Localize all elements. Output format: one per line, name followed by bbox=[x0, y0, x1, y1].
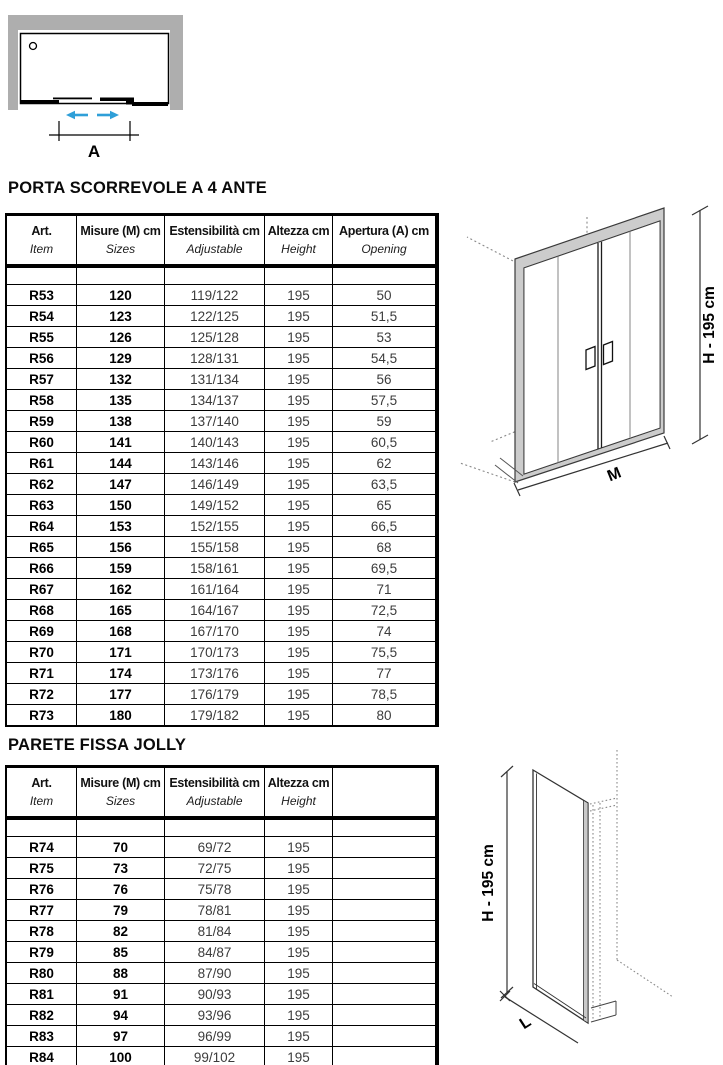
cell: 71 bbox=[333, 579, 438, 600]
cell: 195 bbox=[265, 327, 333, 348]
cell: 195 bbox=[265, 495, 333, 516]
sliding-door-3d-diagram bbox=[440, 195, 723, 510]
cell: 195 bbox=[265, 600, 333, 621]
cell: 50 bbox=[333, 285, 438, 306]
glass-panel bbox=[533, 770, 588, 1023]
column-header bbox=[333, 767, 438, 819]
cell: R79 bbox=[6, 942, 77, 963]
cell: 57,5 bbox=[333, 390, 438, 411]
cell: 138 bbox=[77, 411, 165, 432]
table-header bbox=[6, 767, 437, 819]
cell: 62 bbox=[333, 453, 438, 474]
spacer-row bbox=[6, 266, 437, 285]
cell: 159 bbox=[77, 558, 165, 579]
height-dimension-label: H - 195 cm bbox=[701, 286, 718, 364]
cell: 180 bbox=[77, 705, 165, 727]
cell: 122/125 bbox=[165, 306, 265, 327]
wall-bracket-lines bbox=[591, 1001, 616, 1022]
cell: 195 bbox=[265, 705, 333, 727]
cell: 195 bbox=[265, 432, 333, 453]
cell: 99/102 bbox=[165, 1047, 265, 1065]
cell: R67 bbox=[6, 579, 77, 600]
cell: 128/131 bbox=[165, 348, 265, 369]
cell: R68 bbox=[6, 600, 77, 621]
cell bbox=[333, 1005, 438, 1026]
cell bbox=[333, 963, 438, 984]
cell: 120 bbox=[77, 285, 165, 306]
cell: 195 bbox=[265, 942, 333, 963]
cell: 125/128 bbox=[165, 327, 265, 348]
cell: R59 bbox=[6, 411, 77, 432]
cell: 59 bbox=[333, 411, 438, 432]
cell: 134/137 bbox=[165, 390, 265, 411]
table-row bbox=[6, 474, 437, 495]
cell: 97 bbox=[77, 1026, 165, 1047]
table-row bbox=[6, 663, 437, 684]
cell: 195 bbox=[265, 837, 333, 858]
fixed-panel-3d-diagram bbox=[455, 748, 723, 1065]
cell: 195 bbox=[265, 474, 333, 495]
cell: 170/173 bbox=[165, 642, 265, 663]
cell: R61 bbox=[6, 453, 77, 474]
cell: 158/161 bbox=[165, 558, 265, 579]
cell: 100 bbox=[77, 1047, 165, 1065]
cell: 91 bbox=[77, 984, 165, 1005]
cell: 135 bbox=[77, 390, 165, 411]
height-dimension bbox=[501, 766, 513, 998]
cell: 195 bbox=[265, 348, 333, 369]
shower-tray bbox=[21, 34, 169, 104]
column-header: Altezza cm Height bbox=[265, 767, 333, 819]
cell: 195 bbox=[265, 879, 333, 900]
cell: 195 bbox=[265, 411, 333, 432]
height-dimension-label: H - 195 cm bbox=[480, 844, 497, 922]
cell: 72/75 bbox=[165, 858, 265, 879]
cell: R83 bbox=[6, 1026, 77, 1047]
cell: R75 bbox=[6, 858, 77, 879]
cell: 74 bbox=[333, 621, 438, 642]
cell bbox=[333, 858, 438, 879]
table-row bbox=[6, 684, 437, 705]
table-row bbox=[6, 879, 437, 900]
cell: 65 bbox=[333, 495, 438, 516]
cell: 143/146 bbox=[165, 453, 265, 474]
cell: 88 bbox=[77, 963, 165, 984]
cell: 147 bbox=[77, 474, 165, 495]
cell: 156 bbox=[77, 537, 165, 558]
cell: 195 bbox=[265, 306, 333, 327]
cell: 60,5 bbox=[333, 432, 438, 453]
cell: 171 bbox=[77, 642, 165, 663]
cell: 68 bbox=[333, 537, 438, 558]
table-row bbox=[6, 1047, 437, 1065]
cell bbox=[333, 984, 438, 1005]
cell: 195 bbox=[265, 858, 333, 879]
cell: 78/81 bbox=[165, 900, 265, 921]
column-header: Art. Item bbox=[6, 215, 77, 267]
cell: R81 bbox=[6, 984, 77, 1005]
cell: 85 bbox=[77, 942, 165, 963]
column-header: Art. Item bbox=[6, 767, 77, 819]
width-dimension-label: M bbox=[604, 464, 624, 486]
top-view-plan-diagram bbox=[0, 3, 210, 168]
cell: R84 bbox=[6, 1047, 77, 1065]
cell: 96/99 bbox=[165, 1026, 265, 1047]
table-row bbox=[6, 537, 437, 558]
cell: 78,5 bbox=[333, 684, 438, 705]
cell: R80 bbox=[6, 963, 77, 984]
cell: 140/143 bbox=[165, 432, 265, 453]
cell: 126 bbox=[77, 327, 165, 348]
cell bbox=[333, 879, 438, 900]
cell: 195 bbox=[265, 558, 333, 579]
sliding-door-section-title: PORTA SCORREVOLE A 4 ANTE bbox=[8, 179, 267, 197]
table-header bbox=[6, 215, 437, 267]
sliding-door-spec-table bbox=[5, 213, 439, 727]
cell: 174 bbox=[77, 663, 165, 684]
table-row bbox=[6, 516, 437, 537]
cell: 119/122 bbox=[165, 285, 265, 306]
cell: 167/170 bbox=[165, 621, 265, 642]
cell: 123 bbox=[77, 306, 165, 327]
cell: 195 bbox=[265, 621, 333, 642]
cell: R55 bbox=[6, 327, 77, 348]
cell: 177 bbox=[77, 684, 165, 705]
opening-dimension-label: A bbox=[87, 142, 101, 161]
cell: 155/158 bbox=[165, 537, 265, 558]
cell: R62 bbox=[6, 474, 77, 495]
table-row bbox=[6, 621, 437, 642]
table-row bbox=[6, 984, 437, 1005]
cell: 150 bbox=[77, 495, 165, 516]
cell: 56 bbox=[333, 369, 438, 390]
cell: R77 bbox=[6, 900, 77, 921]
cell bbox=[333, 942, 438, 963]
cell bbox=[333, 1026, 438, 1047]
table-row bbox=[6, 1026, 437, 1047]
cell: 53 bbox=[333, 327, 438, 348]
cell: 195 bbox=[265, 516, 333, 537]
table-body bbox=[6, 818, 437, 1065]
column-header: Estensibilità cm Adjustable bbox=[165, 215, 265, 267]
cell: 195 bbox=[265, 1005, 333, 1026]
depth-dimension-label: L bbox=[516, 1013, 535, 1034]
cell: R58 bbox=[6, 390, 77, 411]
cell: 153 bbox=[77, 516, 165, 537]
cell: 179/182 bbox=[165, 705, 265, 727]
cell: 82 bbox=[77, 921, 165, 942]
cell: 51,5 bbox=[333, 306, 438, 327]
cell: 168 bbox=[77, 621, 165, 642]
cell: 87/90 bbox=[165, 963, 265, 984]
cell: R74 bbox=[6, 837, 77, 858]
cell: R82 bbox=[6, 1005, 77, 1026]
cell: R54 bbox=[6, 306, 77, 327]
cell: 75,5 bbox=[333, 642, 438, 663]
cell: 137/140 bbox=[165, 411, 265, 432]
table-row bbox=[6, 600, 437, 621]
cell: R70 bbox=[6, 642, 77, 663]
cell: 195 bbox=[265, 453, 333, 474]
cell: 162 bbox=[77, 579, 165, 600]
cell: 144 bbox=[77, 453, 165, 474]
cell: R57 bbox=[6, 369, 77, 390]
cell: 195 bbox=[265, 684, 333, 705]
slide-direction-arrows bbox=[66, 111, 119, 119]
table-row bbox=[6, 900, 437, 921]
spacer-row bbox=[6, 818, 437, 837]
cell: 77 bbox=[333, 663, 438, 684]
cell bbox=[333, 900, 438, 921]
cell: 129 bbox=[77, 348, 165, 369]
cell: 164/167 bbox=[165, 600, 265, 621]
column-header: Estensibilità cm Adjustable bbox=[165, 767, 265, 819]
cell: 72,5 bbox=[333, 600, 438, 621]
table-row bbox=[6, 963, 437, 984]
cell: 63,5 bbox=[333, 474, 438, 495]
table-row bbox=[6, 306, 437, 327]
cell: R63 bbox=[6, 495, 77, 516]
cell: 131/134 bbox=[165, 369, 265, 390]
table-row bbox=[6, 579, 437, 600]
cell: R60 bbox=[6, 432, 77, 453]
table-row bbox=[6, 558, 437, 579]
cell: 152/155 bbox=[165, 516, 265, 537]
cell: R73 bbox=[6, 705, 77, 727]
cell: 195 bbox=[265, 537, 333, 558]
table-row bbox=[6, 432, 437, 453]
construction-lines bbox=[590, 750, 673, 1020]
cell: R71 bbox=[6, 663, 77, 684]
cell: 195 bbox=[265, 663, 333, 684]
fixed-panel-section-title: PARETE FISSA JOLLY bbox=[8, 736, 187, 754]
cell: 146/149 bbox=[165, 474, 265, 495]
cell: 66,5 bbox=[333, 516, 438, 537]
cell: 81/84 bbox=[165, 921, 265, 942]
cell: 79 bbox=[77, 900, 165, 921]
table-row bbox=[6, 348, 437, 369]
cell: 195 bbox=[265, 642, 333, 663]
table-row bbox=[6, 642, 437, 663]
cell: 76 bbox=[77, 879, 165, 900]
cell: 161/164 bbox=[165, 579, 265, 600]
drain-icon bbox=[30, 43, 37, 50]
table-row bbox=[6, 285, 437, 306]
cell: R66 bbox=[6, 558, 77, 579]
cell: 84/87 bbox=[165, 942, 265, 963]
cell: 195 bbox=[265, 285, 333, 306]
cell: 94 bbox=[77, 1005, 165, 1026]
fixed-panel-spec-table bbox=[5, 765, 439, 1065]
cell: 195 bbox=[265, 579, 333, 600]
table-row bbox=[6, 942, 437, 963]
cell: R53 bbox=[6, 285, 77, 306]
cell: 195 bbox=[265, 900, 333, 921]
cell: 149/152 bbox=[165, 495, 265, 516]
cell: 93/96 bbox=[165, 1005, 265, 1026]
table-row bbox=[6, 495, 437, 516]
cell: 195 bbox=[265, 369, 333, 390]
cell: 195 bbox=[265, 921, 333, 942]
cell: R69 bbox=[6, 621, 77, 642]
opening-dimension bbox=[49, 121, 139, 141]
table-row bbox=[6, 390, 437, 411]
cell bbox=[333, 837, 438, 858]
cell: 75/78 bbox=[165, 879, 265, 900]
column-header: Altezza cm Height bbox=[265, 215, 333, 267]
cell: R65 bbox=[6, 537, 77, 558]
cell: R76 bbox=[6, 879, 77, 900]
table-body bbox=[6, 266, 437, 726]
cell bbox=[333, 1047, 438, 1065]
column-header: Apertura (A) cm Opening bbox=[333, 215, 438, 267]
panel-profile bbox=[584, 800, 589, 1023]
cell: 195 bbox=[265, 390, 333, 411]
cell bbox=[333, 921, 438, 942]
cell: R72 bbox=[6, 684, 77, 705]
table-row bbox=[6, 921, 437, 942]
cell: 69,5 bbox=[333, 558, 438, 579]
cell: 69/72 bbox=[165, 837, 265, 858]
cell: 141 bbox=[77, 432, 165, 453]
cell: 195 bbox=[265, 1026, 333, 1047]
table-row bbox=[6, 837, 437, 858]
table-row bbox=[6, 1005, 437, 1026]
table-row bbox=[6, 705, 437, 727]
cell: 176/179 bbox=[165, 684, 265, 705]
column-header: Misure (M) cm Sizes bbox=[77, 215, 165, 267]
cell: R56 bbox=[6, 348, 77, 369]
table-row bbox=[6, 453, 437, 474]
cell: 165 bbox=[77, 600, 165, 621]
table-row bbox=[6, 411, 437, 432]
cell: R64 bbox=[6, 516, 77, 537]
cell: 195 bbox=[265, 963, 333, 984]
cell: 73 bbox=[77, 858, 165, 879]
cell: 90/93 bbox=[165, 984, 265, 1005]
cell: 54,5 bbox=[333, 348, 438, 369]
table-row bbox=[6, 327, 437, 348]
cell: 70 bbox=[77, 837, 165, 858]
cell: 173/176 bbox=[165, 663, 265, 684]
column-header: Misure (M) cm Sizes bbox=[77, 767, 165, 819]
cell: 195 bbox=[265, 1047, 333, 1065]
table-row bbox=[6, 369, 437, 390]
cell: 195 bbox=[265, 984, 333, 1005]
cell: R78 bbox=[6, 921, 77, 942]
cell: 132 bbox=[77, 369, 165, 390]
cell: 80 bbox=[333, 705, 438, 727]
table-row bbox=[6, 858, 437, 879]
